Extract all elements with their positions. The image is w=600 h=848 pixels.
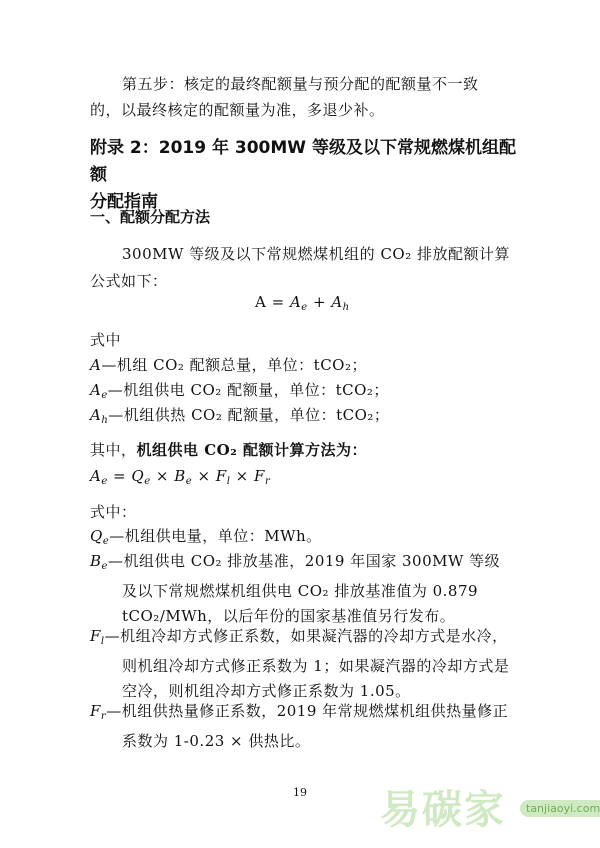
def-symbol: A	[90, 356, 102, 374]
supply-intro-prefix: 其中，	[90, 441, 137, 459]
def-text: —机组供热 CO₂ 配额量，单位：tCO₂；	[108, 406, 390, 424]
def-a-h	[90, 405, 389, 431]
fs-lhs-sub: e	[101, 476, 108, 487]
intro-line1: 300MW 等级及以下常规燃煤机组的 CO₂ 排放配额计算	[122, 245, 511, 263]
fs-b-sub: e	[185, 476, 193, 487]
supply-intro-bold: 机组供电 CO₂ 配额计算方法为：	[136, 441, 368, 459]
fs-b: B	[174, 467, 186, 485]
def-symbol: Q	[90, 527, 103, 545]
def-b-e	[90, 549, 510, 629]
where-label-2: 式中：	[90, 503, 137, 521]
def-f-l	[90, 624, 510, 704]
def-symbol: A	[90, 381, 102, 399]
def-symbol-sub: e	[101, 390, 108, 401]
def-a-total	[90, 355, 367, 375]
where-label-1: 式中	[90, 331, 122, 349]
appendix-title	[90, 135, 520, 216]
appendix-title-line2: 分配指南	[90, 192, 158, 212]
def-text: —机组冷却方式修正系数，如果凝汽器的冷却方式是水冷，则机组冷却方式修正系数为 1；如果凝汽器的冷却方式是空冷，则机组冷却方式修正系数为 1.05。	[104, 627, 510, 700]
def-text: —机组 CO₂ 配额总量，单位：tCO₂；	[101, 356, 367, 374]
watermark-cn: 易碳家	[380, 787, 506, 833]
fs-eq: =	[107, 467, 132, 485]
fs-lhs: A	[90, 467, 102, 485]
formula-supply	[90, 466, 270, 492]
formula-ae: A	[289, 293, 302, 311]
fs-f2: F	[254, 467, 265, 485]
def-a-e	[90, 380, 389, 406]
step5-line1: 第五步：核定的最终配额量与预分配的配额量不一致	[122, 75, 479, 93]
fs-q: Q	[131, 467, 145, 485]
def-text: —机组供电 CO₂ 排放基准，2019 年国家 300MW 等级及以下常规燃煤机组供电 CO₂ 排放基准值为 0.879 tCO₂/MWh，以后年份的国家基准值另行发布。	[107, 552, 501, 625]
appendix-title-line1: 附录 2：2019 年 300MW 等级及以下常规燃煤机组配额	[90, 138, 516, 185]
def-symbol-sub: l	[100, 636, 105, 647]
formula-ah-sub: h	[342, 302, 350, 313]
def-symbol-sub: e	[101, 561, 108, 572]
watermark-en: tanjiaoyi.com	[520, 800, 600, 817]
formula-ah: A	[331, 293, 343, 311]
def-text: —机组供电量，单位：MWh。	[109, 527, 322, 545]
def-f-r	[90, 699, 510, 754]
fs-times: ×	[192, 467, 216, 485]
fs-times: ×	[150, 467, 175, 485]
fs-f2-sub: r	[264, 476, 271, 487]
fs-times: ×	[230, 467, 255, 485]
watermark-logo	[380, 778, 600, 838]
formula-lhs: A	[255, 293, 267, 311]
fs-q-sub: e	[144, 476, 151, 487]
formula-plus: +	[307, 293, 332, 311]
page-number: 19	[293, 786, 307, 799]
def-symbol-sub: e	[102, 536, 110, 547]
step5-line2: 的，以最终核定的配额量为准，多退少补。	[90, 101, 385, 119]
fs-f1: F	[215, 467, 227, 485]
formula-eq: =	[266, 293, 290, 311]
def-symbol-sub: r	[100, 711, 107, 722]
def-text: —机组供热量修正系数，2019 年常规燃煤机组供热量修正系数为 1-0.23 × 供热比。	[106, 702, 509, 750]
def-symbol: A	[90, 406, 102, 424]
def-symbol: F	[90, 627, 101, 645]
def-symbol-sub: h	[101, 415, 109, 426]
def-symbol: F	[90, 702, 101, 720]
supply-intro	[90, 440, 367, 460]
section-title: 一、配额分配方法	[90, 208, 211, 226]
def-text: —机组供电 CO₂ 配额量，单位：tCO₂；	[107, 381, 389, 399]
intro-line2: 公式如下：	[90, 272, 168, 290]
def-symbol: B	[90, 552, 102, 570]
fs-f1-sub: l	[226, 476, 231, 487]
formula-ae-sub: e	[301, 302, 308, 313]
formula-main	[255, 292, 350, 318]
